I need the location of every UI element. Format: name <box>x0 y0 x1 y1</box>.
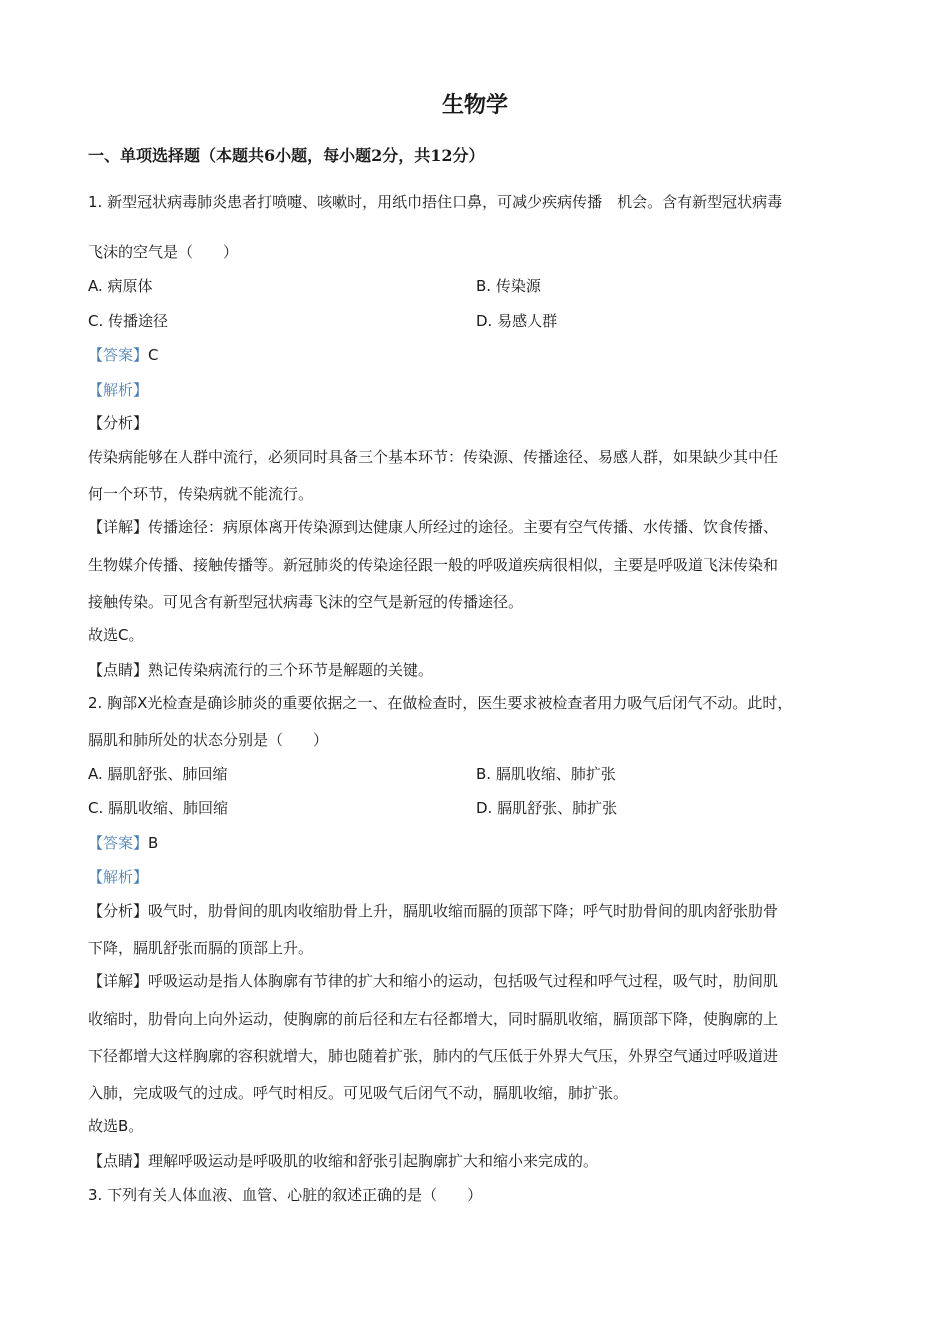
answer-value: C <box>148 346 159 364</box>
q2-fenxi-line2: 下降，膈肌舒张而膈的顶部上升。 <box>88 939 314 957</box>
q1-option-b: B. 传染源 <box>476 277 541 295</box>
q2-option-b: B. 膈肌收缩、肺扩张 <box>476 765 616 783</box>
q2-option-c: C. 膈肌收缩、肺回缩 <box>88 799 229 817</box>
q2-detail-line2: 收缩时，肋骨向上向外运动，使胸廓的前后径和左右径都增大，同时膈肌收缩，膈顶部下降，使胸廓的上 <box>88 1010 779 1028</box>
answer-label: 【答案】 <box>88 834 149 852</box>
q3-stem-line1: 3. 下列有关人体血液、血管、心脏的叙述正确的是（ ） <box>88 1186 483 1204</box>
q2-detail-line3: 下径都增大这样胸廓的容积就增大，肺也随着扩张，肺内的气压低于外界大气压，外界空气通过呼吸道进 <box>88 1047 779 1065</box>
q2-stem-line2: 膈肌和肺所处的状态分别是（ ） <box>88 731 329 749</box>
q1-fenxi-label: 【分析】 <box>88 414 149 432</box>
q1-detail-line3: 接触传染。可见含有新型冠状病毒飞沫的空气是新冠的传播途径。 <box>88 593 524 611</box>
q1-detail-line1: 【详解】传播途径：病原体离开传染源到达健康人所经过的途径。主要有空气传播、水传播、饮食传播、 <box>88 518 779 536</box>
q2-fenxi-line1: 【分析】吸气时，肋骨间的肌肉收缩肋骨上升，膈肌收缩而膈的顶部下降；呼气时肋骨间的肌肉舒张肋骨 <box>88 902 779 920</box>
answer-value: B <box>148 834 159 852</box>
q2-dianjing: 【点睛】理解呼吸运动是呼吸肌的收缩和舒张引起胸廓扩大和缩小来完成的。 <box>88 1152 599 1170</box>
q2-option-a: A. 膈肌舒张、肺回缩 <box>88 765 228 783</box>
q1-option-a: A. 病原体 <box>88 277 153 295</box>
q1-answer <box>88 344 159 365</box>
q1-option-c: C. 传播途径 <box>88 312 169 330</box>
answer-label: 【答案】 <box>88 346 149 364</box>
q1-detail-line2: 生物媒介传播、接触传播等。新冠肺炎的传染途径跟一般的呼吸道疾病很相似，主要是呼吸道飞沫传染和 <box>88 556 779 574</box>
q2-analysis-label: 【解析】 <box>88 868 149 886</box>
q2-choose: 故选B。 <box>88 1117 144 1135</box>
q1-fenxi-line2: 何一个环节，传染病就不能流行。 <box>88 485 314 503</box>
q1-dianjing: 【点睛】熟记传染病流行的三个环节是解题的关键。 <box>88 661 434 679</box>
q1-stem-line2: 飞沫的空气是（ ） <box>88 243 239 261</box>
q2-option-d: D. 膈肌舒张、肺扩张 <box>476 799 618 817</box>
q1-stem-line1: 1. 新型冠状病毒肺炎患者打喷嚏、咳嗽时，用纸巾捂住口鼻，可减少疾病传播 机会。含有新型冠状病毒 <box>88 193 783 211</box>
q1-choose: 故选C。 <box>88 626 144 644</box>
q1-fenxi-line1: 传染病能够在人群中流行，必须同时具备三个基本环节：传染源、传播途径、易感人群，如果缺少其中任 <box>88 448 779 466</box>
q2-stem-line1: 2. 胸部X光检查是确诊肺炎的重要依据之一、在做检查时，医生要求被检查者用力吸气后闭气不动。此时， <box>88 694 793 712</box>
q1-analysis-label: 【解析】 <box>88 381 149 399</box>
q2-detail-line1: 【详解】呼吸运动是指人体胸廓有节律的扩大和缩小的运动，包括吸气过程和呼气过程，吸气时，肋间肌 <box>88 972 779 990</box>
page-title: 生物学 <box>441 92 508 118</box>
section-heading: 一、单项选择题（本题共6小题，每小题2分，共12分） <box>88 146 485 165</box>
q2-answer <box>88 832 158 853</box>
q2-detail-line4: 入肺，完成吸气的过成。呼气时相反。可见吸气后闭气不动，膈肌收缩，肺扩张。 <box>88 1084 629 1102</box>
q1-option-d: D. 易感人群 <box>476 312 558 330</box>
